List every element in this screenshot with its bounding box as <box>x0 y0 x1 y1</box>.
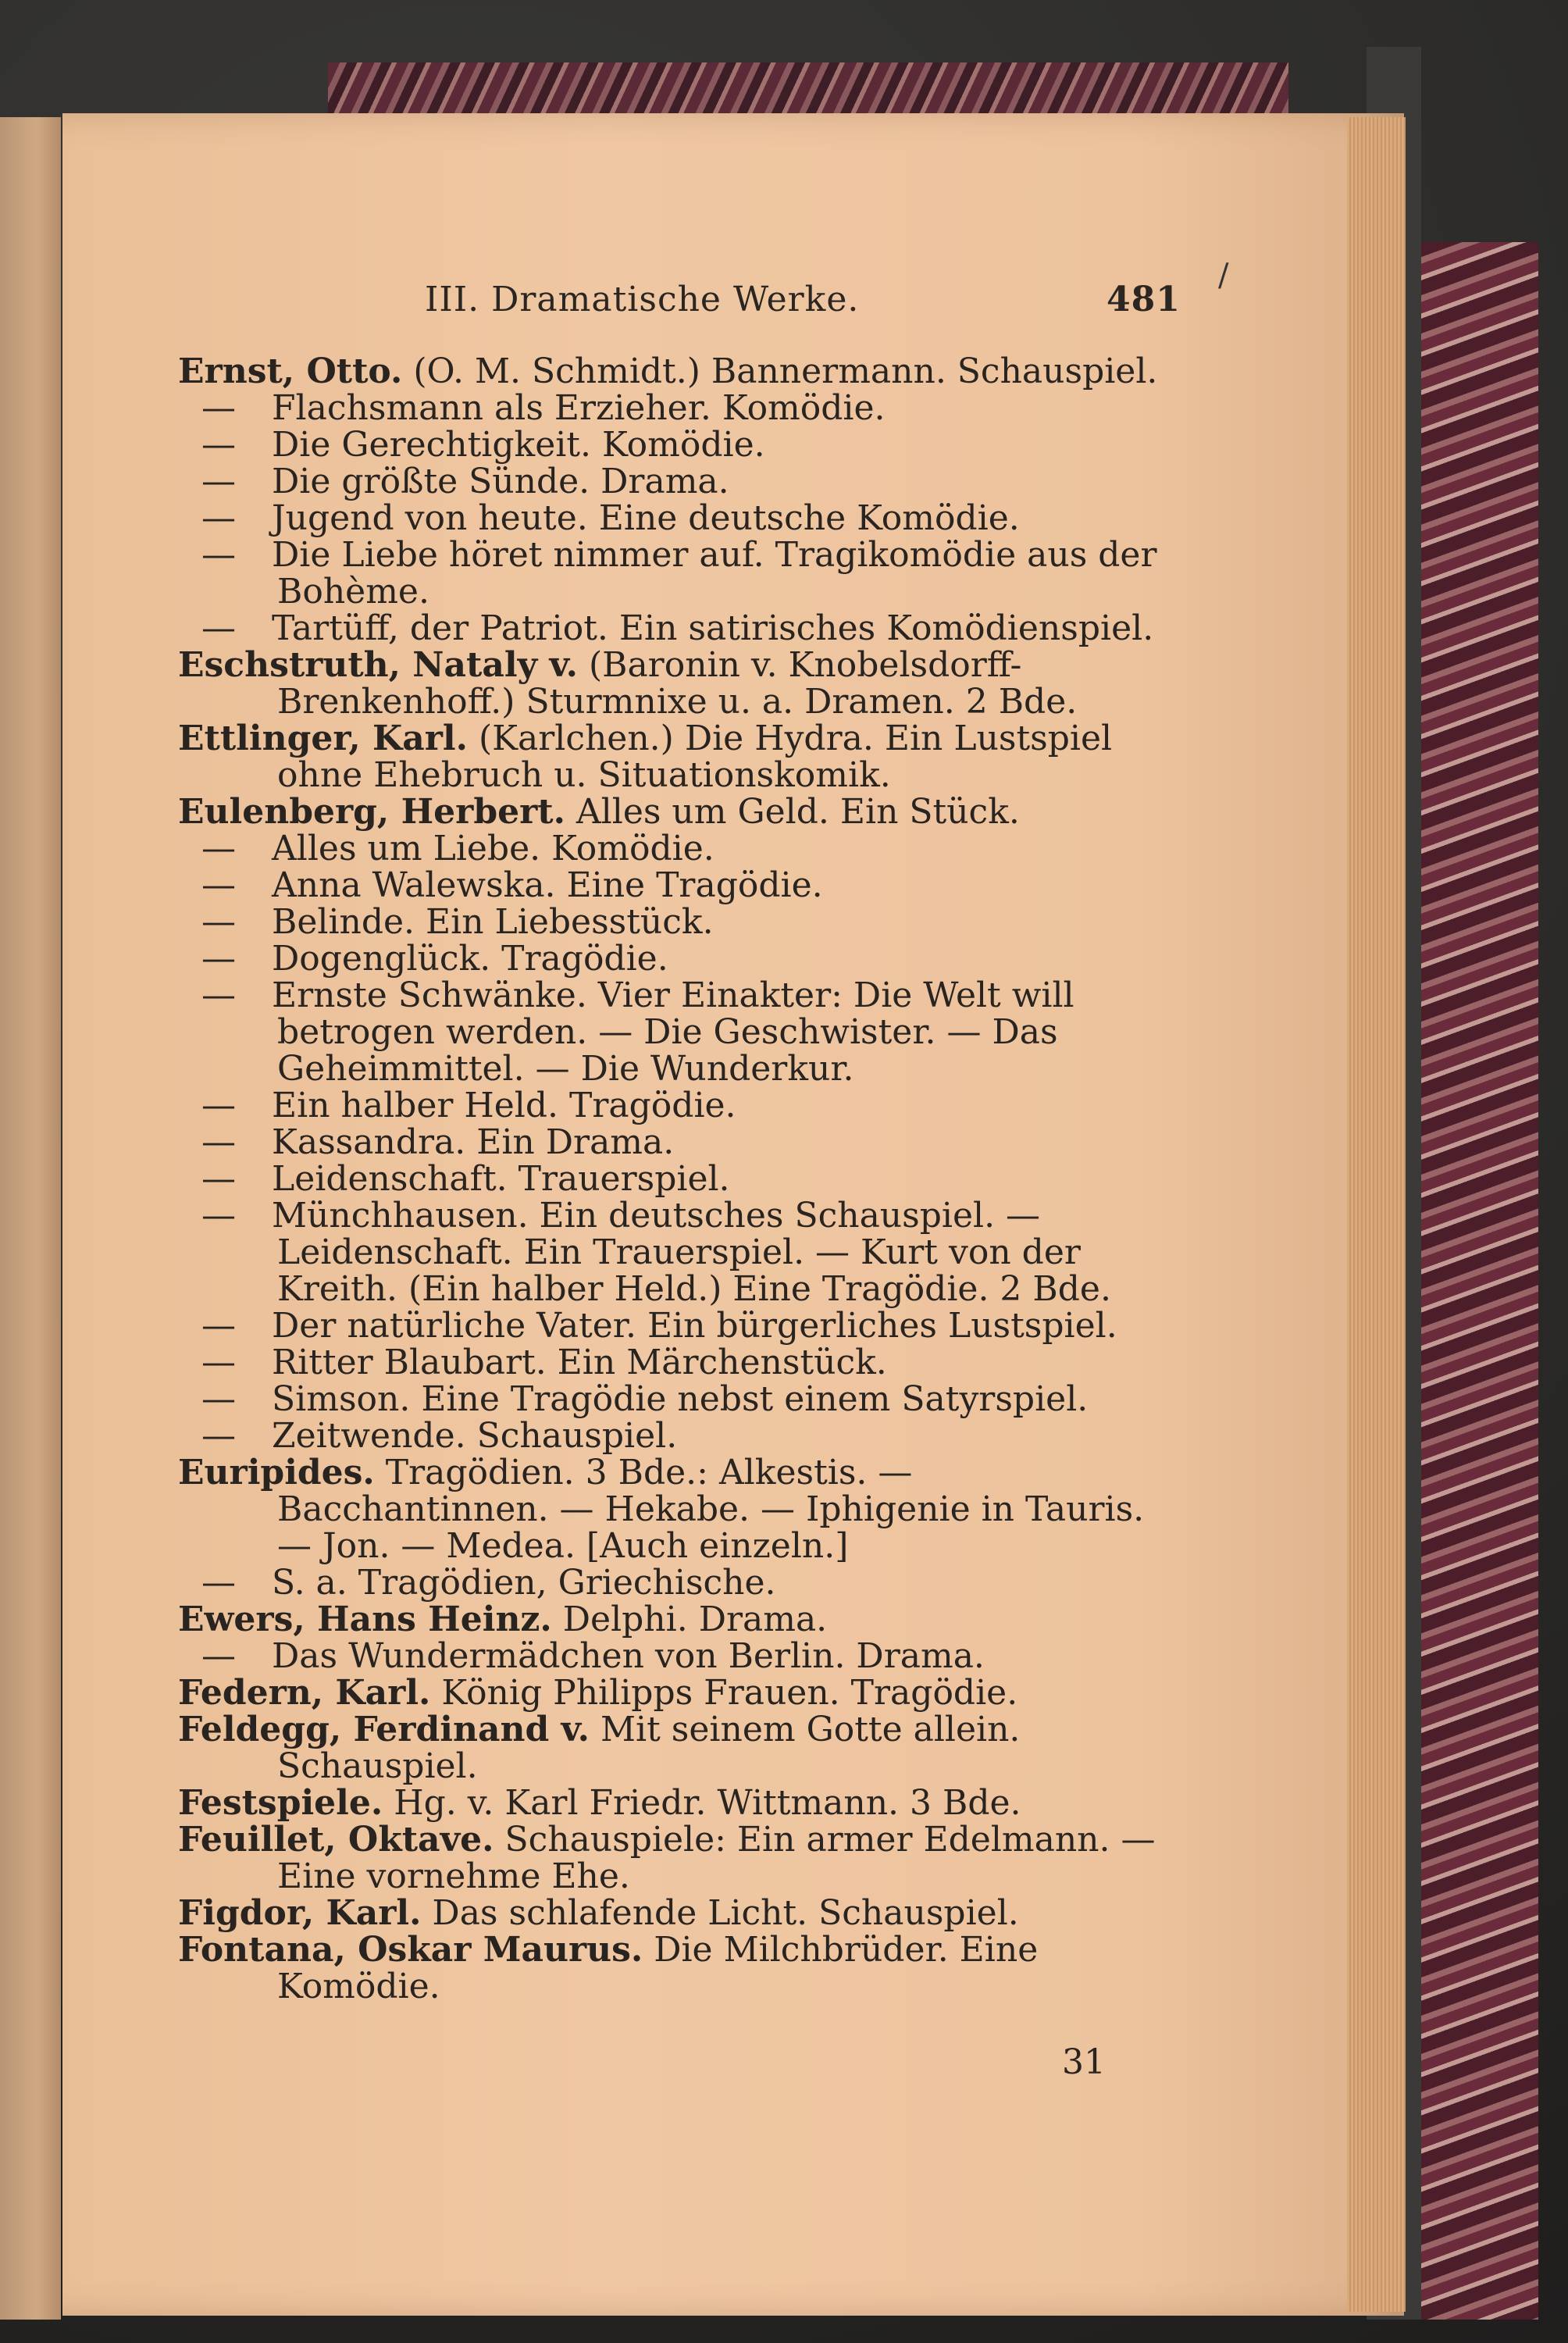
entry-dash: — <box>201 1379 236 1419</box>
bibliography-list <box>178 353 1184 2005</box>
entry-text: Das Wundermädchen von Berlin. Drama. <box>272 1636 985 1676</box>
entry-author: Festspiele. <box>178 1783 383 1823</box>
entry-text: Das schlafende Licht. Schauspiel. <box>432 1893 1019 1933</box>
entry-text: Flachsmann als Erzieher. Komödie. <box>272 388 886 428</box>
bibliography-entry <box>178 647 1184 720</box>
entry-author: Figdor, Karl. <box>178 1893 422 1933</box>
entry-text: Der natürliche Vater. Ein bürgerliches Lustspiel. <box>272 1306 1117 1346</box>
bibliography-entry <box>178 1344 1184 1381</box>
entry-author: Fontana, Oskar Maurus. <box>178 1930 643 1970</box>
entry-text: Ernste Schwänke. Vier Einakter: Die Welt will betrogen werden. — Die Geschwister. — Das Geheimmittel. — Die Wunderkur. <box>272 975 1074 1089</box>
entry-text: Die Milchbrüder. Eine Komödie. <box>277 1930 1039 2006</box>
marbled-right-edge <box>1421 242 1538 2320</box>
entry-dash: — <box>201 388 236 428</box>
entry-text: Delphi. Drama. <box>562 1599 828 1639</box>
bibliography-entry <box>178 500 1184 537</box>
entry-dash: — <box>201 1343 236 1382</box>
bibliography-entry <box>178 1307 1184 1344</box>
bibliography-entry <box>178 1454 1184 1564</box>
entry-dash: — <box>201 1416 236 1456</box>
entry-text: Ein halber Held. Tragödie. <box>272 1086 736 1125</box>
entry-dash: — <box>201 425 236 465</box>
bibliography-entry <box>178 1674 1184 1711</box>
entry-author: Feldegg, Ferdinand v. <box>178 1710 590 1749</box>
bibliography-entry <box>178 1197 1184 1307</box>
bibliography-entry <box>178 1564 1184 1601</box>
entry-text: Alles um Liebe. Komödie. <box>272 829 715 868</box>
entry-dash: — <box>201 1086 236 1125</box>
bibliography-entry <box>178 1418 1184 1454</box>
bibliography-entry <box>178 1711 1184 1785</box>
page-header <box>234 280 1181 326</box>
entry-text: Hg. v. Karl Friedr. Wittmann. 3 Bde. <box>394 1783 1021 1823</box>
bibliography-entry <box>178 463 1184 500</box>
entry-author: Euripides. <box>178 1453 375 1492</box>
entry-dash: — <box>201 498 236 538</box>
entry-text: S. a. Tragödien, Griechische. <box>272 1563 776 1603</box>
entry-text: Belinde. Ein Liebesstück. <box>272 902 714 942</box>
entry-dash: — <box>201 975 236 1015</box>
entry-text: Jugend von heute. Eine deutsche Komödie. <box>272 498 1020 538</box>
entry-dash: — <box>201 902 236 942</box>
bibliography-entry <box>178 977 1184 1087</box>
entry-dash: — <box>201 1306 236 1346</box>
page-stack-edge <box>1347 117 1406 2312</box>
entry-text: Die größte Sünde. Drama. <box>272 462 729 501</box>
entry-dash: — <box>201 829 236 868</box>
entry-text: Tartüff, der Patriot. Ein satirisches Komödienspiel. <box>272 608 1154 648</box>
bibliography-entry <box>178 1785 1184 1821</box>
entry-text: Münchhausen. Ein deutsches Schauspiel. — Leidenschaft. Ein Trauerspiel. — Kurt von der Kreith. (Ein halber Held.) Eine Tragödie. 2 Bde. <box>272 1196 1111 1309</box>
entry-text: Schauspiele: Ein armer Edelmann. — Eine vornehme Ehe. <box>277 1820 1156 1896</box>
entry-dash: — <box>201 1636 236 1676</box>
entry-dash: — <box>201 1196 236 1236</box>
bibliography-entry <box>178 904 1184 940</box>
entry-dash: — <box>201 608 236 648</box>
entry-text: Mit seinem Gotte allein. Schauspiel. <box>277 1710 1021 1786</box>
bibliography-entry <box>178 1821 1184 1895</box>
entry-author: Ewers, Hans Heinz. <box>178 1599 552 1639</box>
entry-dash: — <box>201 1563 236 1603</box>
entry-author: Eschstruth, Nataly v. <box>178 645 578 685</box>
entry-author: Ernst, Otto. <box>178 351 403 391</box>
signature-mark: 31 <box>1062 2042 1106 2082</box>
bibliography-entry <box>178 1895 1184 1931</box>
entry-text: Alles um Geld. Ein Stück. <box>576 792 1020 832</box>
stray-pencil-mark: / <box>1218 258 1229 294</box>
entry-author: Federn, Karl. <box>178 1673 431 1713</box>
entry-text: Die Gerechtigkeit. Komödie. <box>272 425 765 465</box>
bibliography-entry <box>178 867 1184 904</box>
entry-dash: — <box>201 1159 236 1199</box>
entry-text: Dogenglück. Tragödie. <box>272 939 668 979</box>
entry-author: Eulenberg, Herbert. <box>178 792 565 832</box>
entry-author: Feuillet, Oktave. <box>178 1820 494 1860</box>
entry-text: Anna Walewska. Eine Tragödie. <box>272 865 823 905</box>
bibliography-entry <box>178 1638 1184 1674</box>
bibliography-entry <box>178 1601 1184 1638</box>
bibliography-entry <box>178 720 1184 793</box>
bibliography-entry <box>178 1124 1184 1161</box>
bibliography-entry <box>178 1931 1184 2005</box>
bibliography-entry <box>178 353 1184 390</box>
bibliography-entry <box>178 610 1184 647</box>
bibliography-entry <box>178 830 1184 867</box>
entry-text: Simson. Eine Tragödie nebst einem Satyrspiel. <box>272 1379 1089 1419</box>
bibliography-entry <box>178 537 1184 610</box>
entry-text: König Philipps Frauen. Tragödie. <box>441 1673 1018 1713</box>
entry-text: (O. M. Schmidt.) Bannermann. Schauspiel. <box>413 351 1158 391</box>
entry-dash: — <box>201 462 236 501</box>
entry-dash: — <box>201 865 236 905</box>
entry-dash: — <box>201 1122 236 1162</box>
entry-text: (Baronin v. Knobelsdorff-Brenkenhoff.) Sturmnixe u. a. Dramen. 2 Bde. <box>277 645 1078 722</box>
bibliography-entry <box>178 1087 1184 1124</box>
entry-text: Tragödien. 3 Bde.: Alkestis. — Bacchantinnen. — Hekabe. — Iphigenie in Tauris. — Jon. — Medea. [Auch einzeln.] <box>277 1453 1145 1566</box>
entry-author: Ettlinger, Karl. <box>178 719 468 758</box>
entry-text: Zeitwende. Schauspiel. <box>272 1416 678 1456</box>
entry-dash: — <box>201 535 236 575</box>
bibliography-entry <box>178 940 1184 977</box>
bibliography-entry <box>178 426 1184 463</box>
marbled-top-edge <box>328 62 1288 117</box>
bibliography-entry <box>178 793 1184 830</box>
entry-text: Ritter Blaubart. Ein Märchenstück. <box>272 1343 887 1382</box>
page-number: 481 <box>1107 280 1181 319</box>
bibliography-entry <box>178 1161 1184 1197</box>
entry-text: Kassandra. Ein Drama. <box>272 1122 675 1162</box>
entry-text: Die Liebe höret nimmer auf. Tragikomödie aus der Bohème. <box>272 535 1157 612</box>
entry-text: Leidenschaft. Trauerspiel. <box>272 1159 730 1199</box>
bibliography-entry <box>178 1381 1184 1418</box>
entry-text: (Karlchen.) Die Hydra. Ein Lustspiel ohne Ehebruch u. Situationskomik. <box>277 719 1113 795</box>
entry-dash: — <box>201 939 236 979</box>
running-title: III. Dramatische Werke. <box>425 280 860 319</box>
previous-page-edge <box>0 117 61 2320</box>
bibliography-entry <box>178 390 1184 426</box>
